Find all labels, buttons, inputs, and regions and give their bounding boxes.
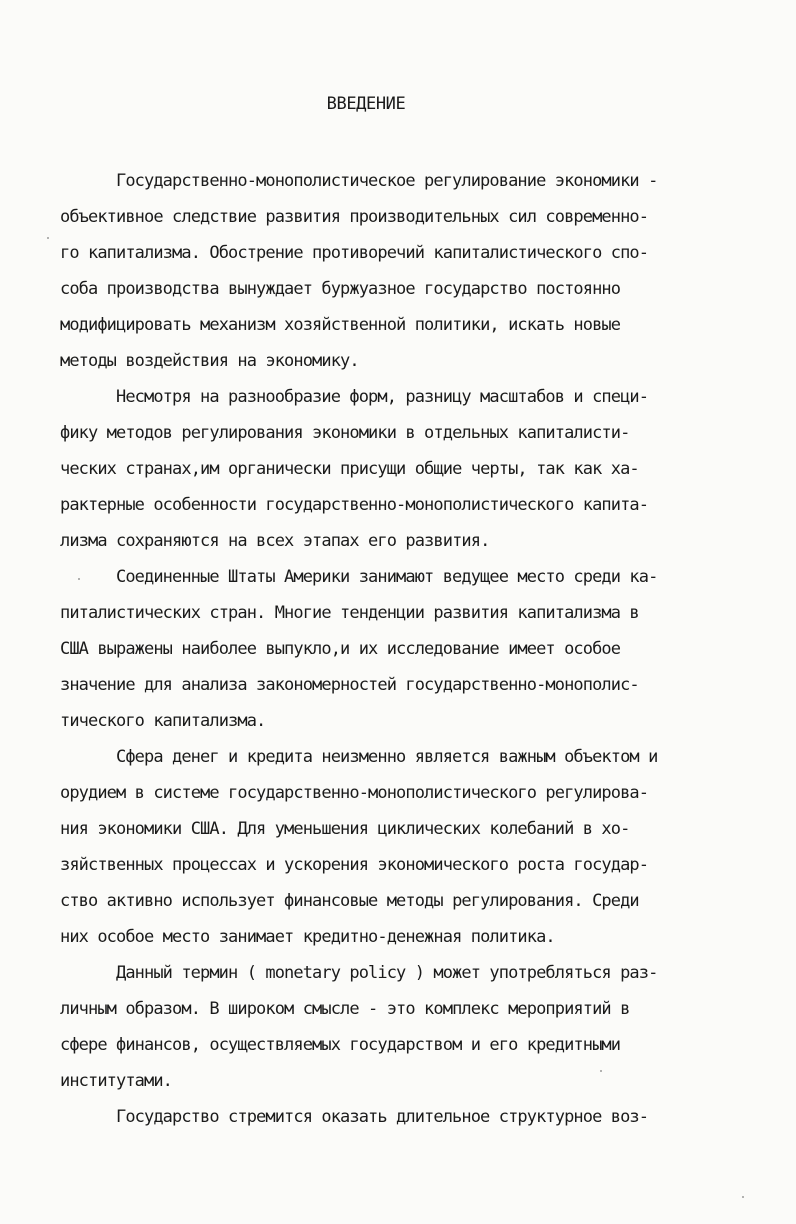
text-line: фику методов регулирования экономики в отдельных капиталисти- xyxy=(60,423,630,443)
text-line: ния экономики США. Для уменьшения циклических колебаний в хо- xyxy=(60,819,630,839)
text-line: лизма сохраняются на всех этапах его развития. xyxy=(60,531,490,551)
paragraph-5 xyxy=(60,955,760,1099)
text-line: Несмотря на разнообразие форм, разницу масштабов и специ- xyxy=(116,387,649,407)
paragraph-3 xyxy=(60,559,760,739)
text-line: Соединенные Штаты Америки занимают ведущее место среди ка- xyxy=(116,567,658,587)
text-line: зяйственных процессах и ускорения экономического роста государ- xyxy=(60,855,649,875)
scan-speck xyxy=(78,578,80,580)
text-line: методы воздействия на экономику. xyxy=(60,351,359,371)
text-line: значение для анализа закономерностей государственно-монополис- xyxy=(60,675,639,695)
text-line: ческих странах,им органически присущи общие черты, так как ха- xyxy=(60,459,639,479)
text-line: Государство стремится оказать длительное структурное воз- xyxy=(116,1107,649,1127)
text-line: модифицировать механизм хозяйственной политики, искать новые xyxy=(60,315,621,335)
text-line: орудием в системе государственно-монополистического регулирова- xyxy=(60,783,649,803)
text-line: Государственно-монополистическое регулирование экономики - xyxy=(116,171,658,191)
paragraph-1 xyxy=(60,163,760,379)
document-body xyxy=(60,163,760,1135)
paragraph-2 xyxy=(60,379,760,559)
text-line: США выражены наиболее выпукло,и их исследование имеет особое xyxy=(60,639,621,659)
text-line: соба производства вынуждает буржуазное государство постоянно xyxy=(60,279,621,299)
text-line: объективное следствие развития производительных сил современно- xyxy=(60,207,649,227)
scan-speck xyxy=(742,1196,744,1198)
scan-speck xyxy=(600,1070,602,1072)
text-line: рактерные особенности государственно-монополистического капита- xyxy=(60,495,649,515)
text-line: них особое место занимает кредитно-денежная политика. xyxy=(60,927,555,947)
text-line: Сфера денег и кредита неизменно является важным объектом и xyxy=(116,747,658,767)
text-line: институтами. xyxy=(60,1071,173,1091)
text-line: Данный термин ( monetary policy ) может употребляться раз- xyxy=(116,963,658,983)
scan-speck xyxy=(47,237,49,239)
document-title: ВВЕДЕНИЕ xyxy=(326,94,406,114)
paragraph-4 xyxy=(60,739,760,955)
paragraph-6 xyxy=(60,1099,760,1135)
text-line: ство активно использует финансовые методы регулирования. Среди xyxy=(60,891,639,911)
text-line: сфере финансов, осуществляемых государством и его кредитными xyxy=(60,1035,621,1055)
text-line: тического капитализма. xyxy=(60,711,266,731)
text-line: питалистических стран. Многие тенденции развития капитализма в xyxy=(60,603,639,623)
text-line: личным образом. В широком смысле - это комплекс мероприятий в xyxy=(60,999,630,1019)
text-line: го капитализма. Обострение противоречий капиталистического спо- xyxy=(60,243,649,263)
